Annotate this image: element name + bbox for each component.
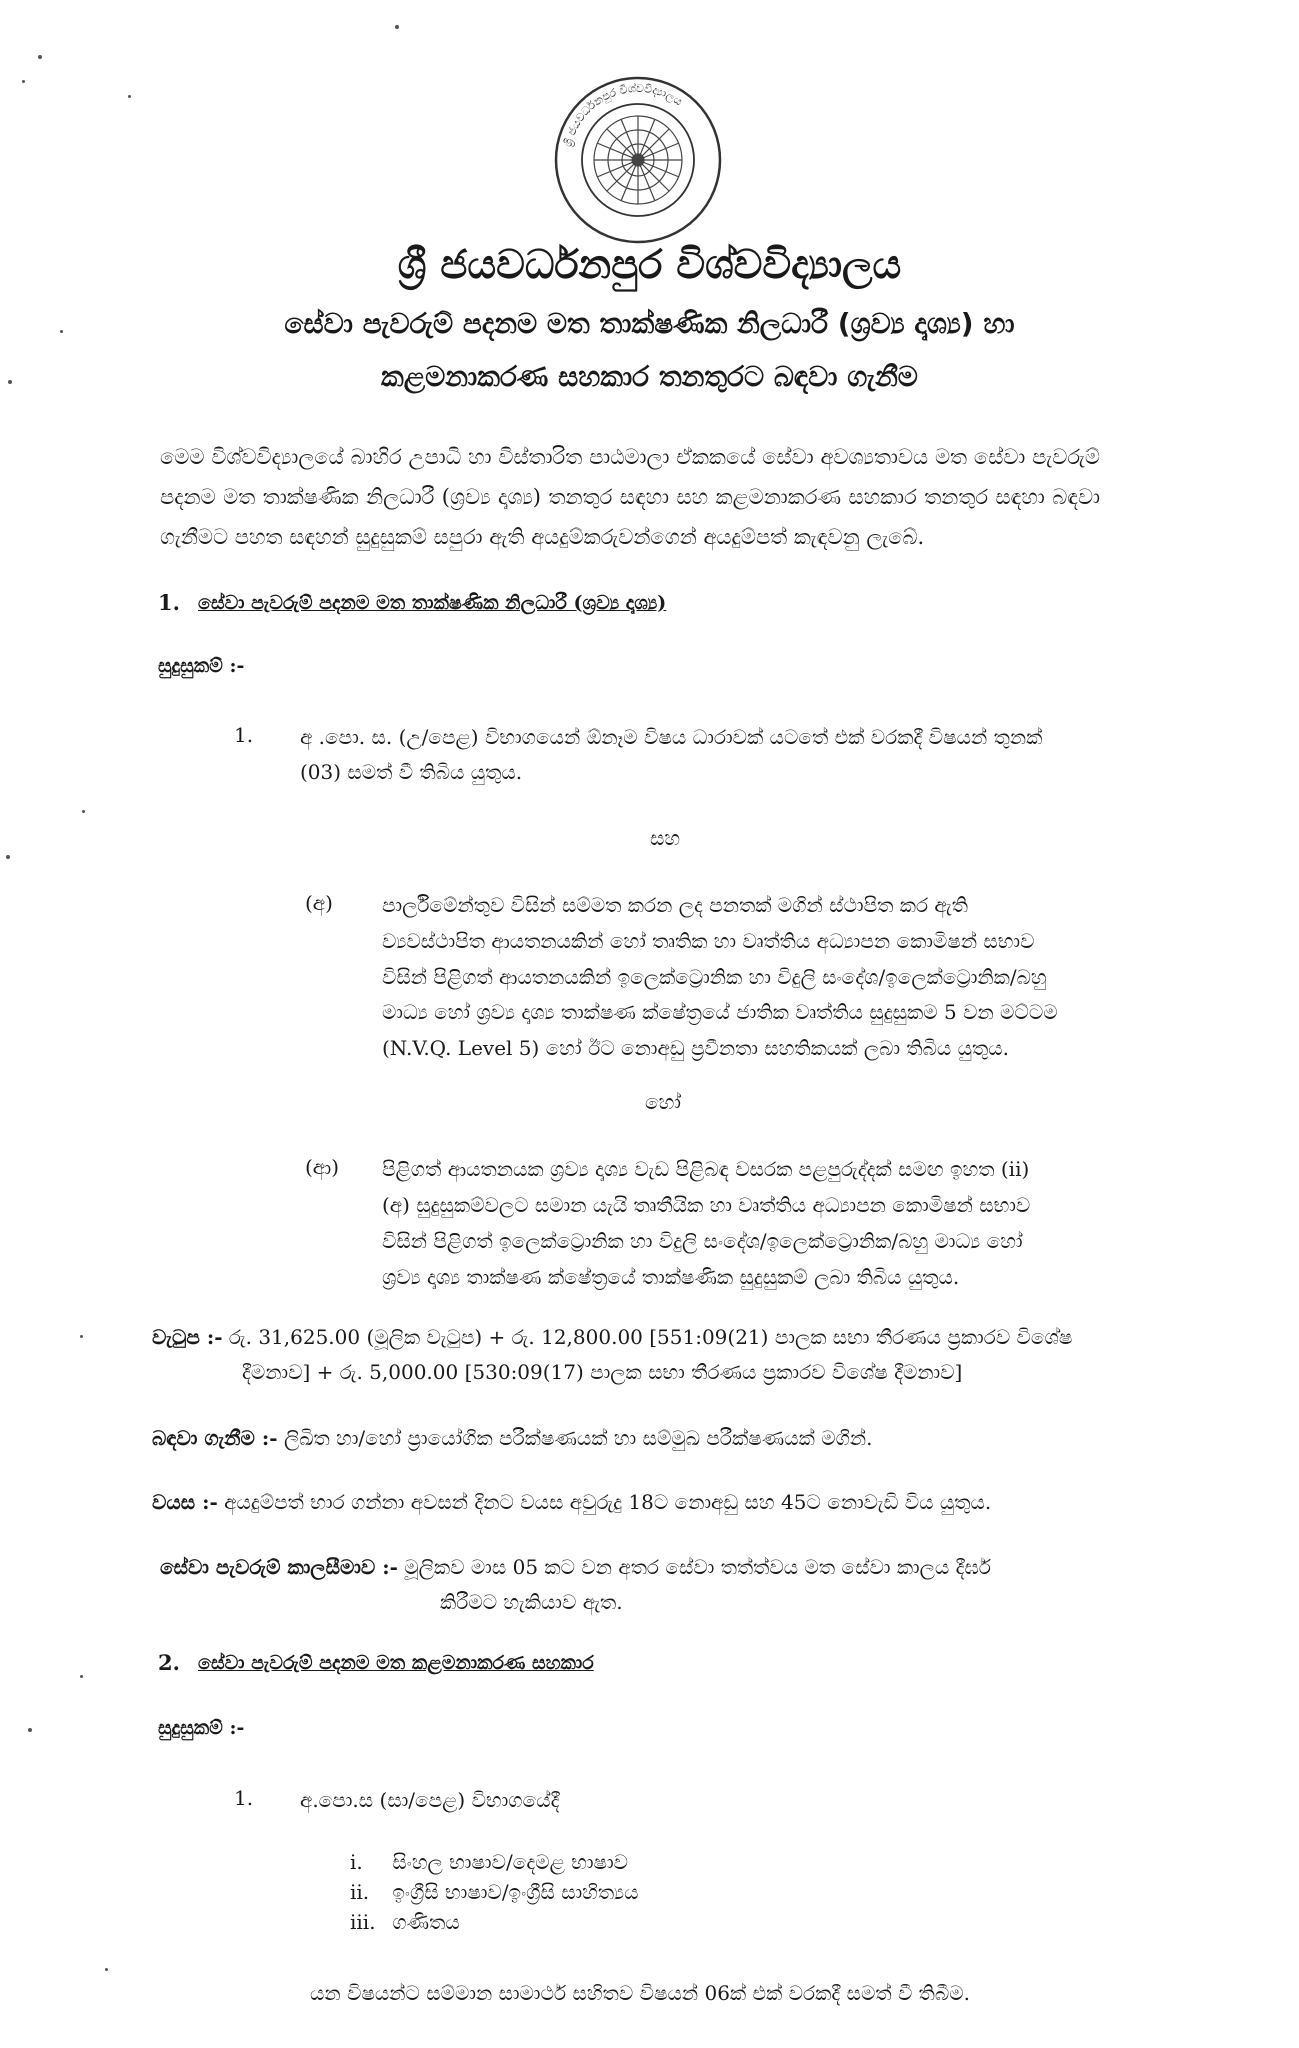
s1-option-b-line-1: පිළිගත් ආයතනයක ශ්‍රව්‍ය දෘශ්‍ය වැඩ පිළිබඳ වසරක පළපුරුද්දක් සමඟ ඉහත (ii)	[382, 1157, 1030, 1181]
subject-item	[350, 1847, 638, 1877]
s1-option-a-line-5: (N.V.Q. Level 5) හෝ ඊට නොඅඩු ප්‍රවීනතා සහතිකයක් ලබා තිබිය යුතුය.	[382, 1036, 1010, 1060]
s1-option-b-line-4: ශ්‍රව්‍ය දෘශ්‍ය තාක්ෂණ ක්ෂේත්‍රයේ තාක්ෂණික සුදුසුකම් ලබා තිබිය යුතුය.	[382, 1265, 960, 1289]
s1-item-1-line-1: අ .පො. ස. (උ/පෙළ) විභාගයෙන් ඕනෑම විෂය ධාරාවක් යටතේ එක් වරකදී විෂයන් තුනක්	[300, 725, 1043, 749]
age-text: අයදුම්පත් භාර ගන්නා අවසන් දිනට වයස අවුරුදු 18ට නොඅඩු සහ 45ට නොවැඩි විය යුතුය.	[224, 1490, 992, 1514]
subject-number: ii.	[350, 1880, 370, 1904]
s1-option-a-line-1: පාර්ලිමේන්තුව විසින් සම්මත කරන ලද පනතක් මගින් ස්ථාපිත කර ඇති	[382, 893, 968, 917]
subtitle-line-1: සේවා පැවරුම් පදනම මත තාක්ෂණික නිලධාරී (ශ්‍රව්‍ය දෘශ්‍ය) හා	[284, 307, 1015, 340]
subject-text: සිංහල භාෂාව/දෙමළ භාෂාව	[392, 1850, 629, 1874]
period-line-2: කිරීමට හැකියාව ඇත.	[440, 1590, 623, 1614]
intro-paragraph: මෙම විශ්වවිද්‍යාලයේ බාහිර උපාධි හා විස්තාරිත පාඨමාලා ඒකකයේ සේවා අවශ්‍යතාවය මත සේවා පැවරුම් පදනම මත තාක්ෂණික නිලධාරී (ශ්‍රව්‍ය දෘශ්‍ය) තනතුර සඳහා සහ කළමනාකරණ සහකාර තනතුර සඳහා බඳවා ගැනීමට පහත සඳහන් සුදුසුකම් සපුරා ඇති අයදුම්කරුවන්ගෙන් අයදුම්පත් කැඳවනු ලැබේ.	[160, 445, 1100, 549]
subject-list	[350, 1847, 638, 1937]
seal-text: ශ්‍රී ජයවර්ධනපුර විශ්වවිද්‍යාලය	[561, 81, 685, 149]
university-seal-logo	[553, 75, 723, 245]
subject-number: iii.	[350, 1910, 376, 1934]
salary-row	[152, 1322, 1072, 1352]
recruitment-text: ලිඛිත හා/හෝ ප්‍රායෝගික පරීක්ෂණයක් හා සම්මුඛ පරීක්ෂණයක් මගින්.	[283, 1426, 873, 1450]
subject-item	[350, 1907, 638, 1937]
period-row	[160, 1552, 991, 1582]
s1-item-1-line-2: (03) සමත් වී තිබිය යුතුය.	[300, 760, 523, 784]
recruitment-row	[152, 1423, 872, 1453]
s1-option-a-line-3: විසින් පිළිගත් ආයතනයකින් ඉලෙක්ට්‍රොනික හා විදුලි සංදේශ/ඉලෙක්ට්‍රොනික/බහු	[382, 965, 1047, 989]
university-title: ශ්‍රී ජයවර්ධනපුර විශ්වවිද්‍යාලය	[397, 242, 902, 288]
section-2-number: 2.	[158, 1650, 180, 1675]
section-1-number: 1.	[158, 590, 180, 615]
s1-option-b-line-3: විසින් පිළිගත් ඉලෙක්ට්‍රොනික හා විදුලි සංදේශ/ඉලෙක්ට්‍රොනික/බහු මාධ්‍ය හෝ	[382, 1229, 1023, 1253]
s1-option-a-line-4: මාධ්‍ය හෝ ශ්‍රව්‍ය දෘශ්‍ය තාක්ෂණ ක්ෂේත්‍රයේ ජාතික වෘත්තිය සුදුසුකම 5 වන මට්ටම	[382, 1000, 1058, 1024]
subtitle-line-2: කළමනාකරණ සහකාර තනතුරට බඳවා ගැනීම	[381, 360, 918, 393]
age-row	[152, 1487, 991, 1517]
s1-option-a-line-2: ව්‍යවස්ථාපිත ආයතනයකින් හෝ තෘතික හා වෘත්තිය අධ්‍යාපන කොමිෂන් සභාව	[382, 929, 1035, 953]
and-connector: සහ	[650, 826, 681, 850]
salary-line-2: දීමනාව] + රු. 5,000.00 [530:09(17) පාලක සභා තීරණය ප්‍රකාරව විශේෂ දීමනාව]	[242, 1360, 963, 1384]
subject-text: ඉංග්‍රීසි භාෂාව/ඉංග්‍රීසි සාහිත්‍යය	[392, 1880, 639, 1904]
salary-line-1: රු. 31,625.00 (මූලික වැටුප) + රු. 12,800.00 [551:09(21) පාලක සභා තීරණය ප්‍රකාරව විශේෂ	[228, 1325, 1073, 1349]
period-line-1: මූලිකව මාස 05 කට වන අතර සේවා තත්ත්වය මත සේවා කාලය දීර්ඝ	[404, 1555, 991, 1579]
s1-option-a-label: (අ)	[305, 891, 333, 915]
s1-option-b-label: (ආ)	[305, 1155, 340, 1179]
section-2-qualifications-label: සුදුසුකම් :-	[158, 1717, 245, 1739]
section-2-title: සේවා පැවරුම් පදනම මත කළමනාකරණ සහකාර	[198, 1652, 594, 1674]
s2-item-1-number: 1.	[234, 1786, 254, 1810]
svg-text:ශ්‍රී ජයවර්ධනපුර විශ්වවිද්‍යාල	[561, 81, 684, 148]
period-label: සේවා පැවරුම් කාලසීමාව :-	[160, 1555, 398, 1579]
section-1-qualifications-label: සුදුසුකම් :-	[158, 655, 245, 677]
recruitment-label: බඳවා ගැනීම :-	[152, 1426, 278, 1450]
section-2-closing-text: යන විෂයන්ට සම්මාන සාමාර්ථ සහිතව විෂයන් 06ක් එක් වරකදී සමත් වී තිබීම.	[310, 1981, 970, 2005]
section-1-title: සේවා පැවරුම් පදනම මත තාක්ෂණික නිලධාරී (ශ්‍රව්‍ය දෘශ්‍ය)	[198, 592, 667, 614]
or-connector: හෝ	[645, 1090, 681, 1114]
subject-item	[350, 1877, 638, 1907]
s1-option-b-line-2: (අ) සුදුසුකම්වලට සමාන යැයි තෘතීයික හා වෘත්තිය අධ්‍යාපන කොමිෂන් සභාව	[382, 1193, 1031, 1217]
salary-label: වැටුප :-	[152, 1325, 223, 1349]
subject-text: ගණිතය	[392, 1910, 460, 1934]
subject-number: i.	[350, 1850, 363, 1874]
s1-item-1-number: 1.	[234, 723, 254, 747]
s2-item-1-text: අ.පො.ස (සා/පෙළ) විභාගයේදී	[300, 1788, 560, 1812]
age-label: වයස :-	[152, 1490, 218, 1514]
